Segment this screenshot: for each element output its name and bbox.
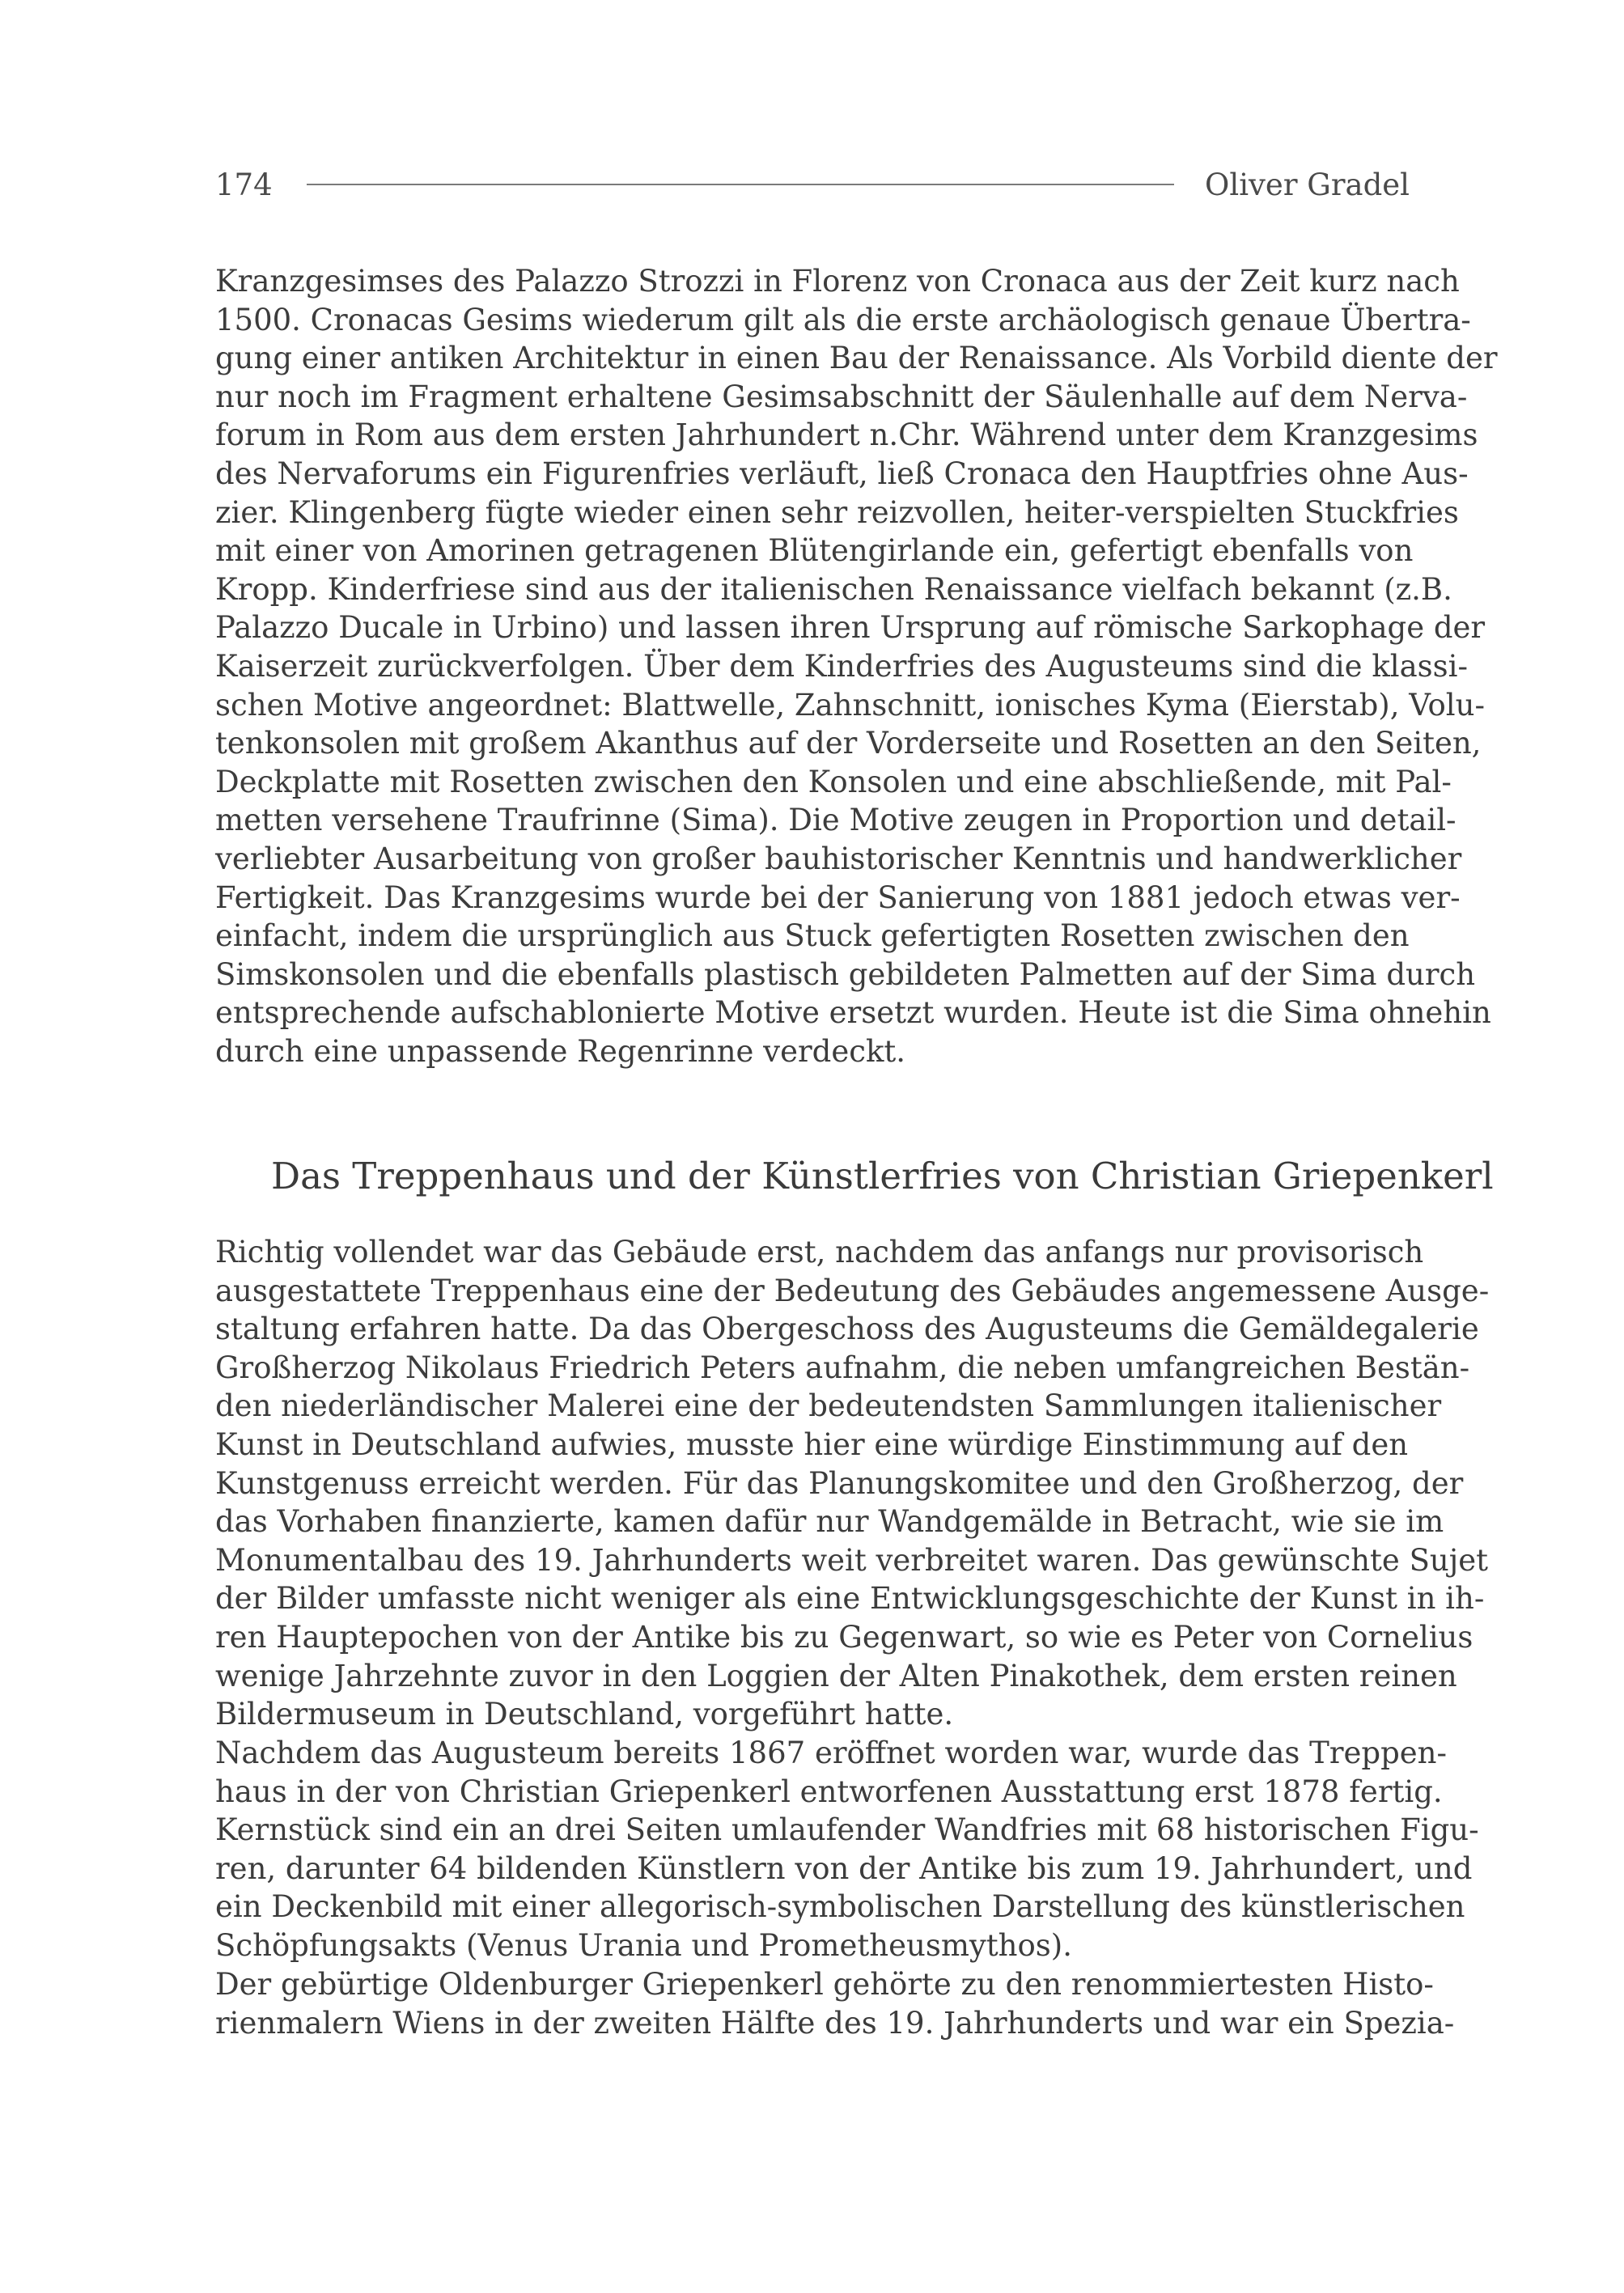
- text-line: Großherzog Nikolaus Friedrich Peters aufnahm, die neben umfangreichen Bestän-: [215, 1350, 1470, 1385]
- text-line: wenige Jahrzehnte zuvor in den Loggien der Alten Pinakothek, dem ersten reinen: [215, 1658, 1457, 1693]
- text-line: verliebter Ausarbeitung von großer bauhistorischer Kenntnis und handwerklicher: [215, 841, 1462, 876]
- text-line: ren, darunter 64 bildenden Künstlern von der Antike bis zum 19. Jahrhundert, und: [215, 1850, 1473, 1886]
- page-number: 174: [215, 167, 273, 202]
- text-line: haus in der von Christian Griepenkerl entworfenen Ausstattung erst 1878 fertig.: [215, 1774, 1443, 1809]
- text-line: zier. Klingenberg fügte wieder einen sehr reizvollen, heiter-verspielten Stuckfries: [215, 494, 1459, 530]
- text-line: den niederländischer Malerei eine der bedeutendsten Sammlungen italienischer: [215, 1388, 1442, 1424]
- text-line: entsprechende aufschablonierte Motive ersetzt wurden. Heute ist die Sima ohnehin: [215, 995, 1491, 1031]
- running-head: [215, 160, 1410, 209]
- text-line: Palazzo Ducale in Urbino) und lassen ihren Ursprung auf römische Sarkophage der: [215, 610, 1486, 646]
- text-line: nur noch im Fragment erhaltene Gesimsabschnitt der Säulenhalle auf dem Nerva-: [215, 379, 1468, 414]
- text-line: forum in Rom aus dem ersten Jahrhundert n.Chr. Während unter dem Kranzgesims: [215, 417, 1478, 453]
- text-line: Monumentalbau des 19. Jahrhunderts weit verbreitet waren. Das gewünschte Sujet: [215, 1542, 1488, 1578]
- text-line: Kunstgenuss erreicht werden. Für das Planungskomitee und den Großherzog, der: [215, 1465, 1464, 1501]
- text-line: rienmalern Wiens in der zweiten Hälfte des 19. Jahrhunderts und war ein Spezia-: [215, 2005, 1455, 2041]
- text-line: Nachdem das Augusteum bereits 1867 eröffnet worden war, wurde das Treppen-: [215, 1736, 1448, 1770]
- section-heading: Das Treppenhaus und der Künstlerfries von Christian Griepenkerl: [271, 1155, 1494, 1197]
- text-line: 1500. Cronacas Gesims wiederum gilt als die erste archäologisch genaue Übertra-: [215, 302, 1471, 337]
- text-line: gung einer antiken Architektur in einen Bau der Renaissance. Als Vorbild diente der: [215, 341, 1498, 376]
- text-line: Deckplatte mit Rosetten zwischen den Konsolen und eine abschließende, mit Pal-: [215, 764, 1452, 799]
- text-line: des Nervaforums ein Figurenfries verläuft, ließ Cronaca den Hauptfries ohne Aus-: [215, 456, 1469, 491]
- text-line: Bildermuseum in Deutschland, vorgeführt hatte.: [215, 1697, 954, 1732]
- header-rule: [307, 184, 1174, 185]
- text-line: durch eine unpassende Regenrinne verdeckt.: [215, 1033, 906, 1069]
- text-line: der Bilder umfasste nicht weniger als eine Entwicklungsgeschichte der Kunst in ih-: [215, 1581, 1485, 1617]
- text-line: tenkonsolen mit großem Akanthus auf der Vorderseite und Rosetten an den Seiten,: [215, 726, 1482, 761]
- text-line: Simskonsolen und die ebenfalls plastisch gebildeten Palmetten auf der Sima durch: [215, 956, 1476, 992]
- paragraph-staircase: [215, 1233, 1490, 1734]
- paragraph-frieze: [215, 1734, 1479, 1965]
- text-line: Schöpfungsakts (Venus Urania und Prometheusmythos).: [215, 1927, 1072, 1963]
- text-line: Richtig vollendet war das Gebäude erst, nachdem das anfangs nur provisorisch: [215, 1235, 1424, 1269]
- running-head-author: Oliver Gradel: [1205, 167, 1410, 202]
- text-line: Kropp. Kinderfriese sind aus der italienischen Renaissance vielfach bekannt (z.B.: [215, 571, 1452, 607]
- text-line: das Vorhaben finanzierte, kamen dafür nur Wandgemälde in Betracht, wie sie im: [215, 1504, 1444, 1540]
- text-line: ausgestattete Treppenhaus eine der Bedeutung des Gebäudes angemessene Ausge-: [215, 1273, 1490, 1308]
- text-line: Kaiserzeit zurückverfolgen. Über dem Kinderfries des Augusteums sind die klassi-: [215, 648, 1468, 684]
- paragraph-cornice-description: [215, 262, 1498, 1070]
- text-line: metten versehene Traufrinne (Sima). Die Motive zeugen in Proportion und detail-: [215, 803, 1457, 838]
- text-line: schen Motive angeordnet: Blattwelle, Zahnschnitt, ionisches Kyma (Eierstab), Volu-: [215, 687, 1485, 723]
- paragraph-griepenkerl: [215, 1965, 1455, 2042]
- text-line: ein Deckenbild mit einer allegorisch-symbolischen Darstellung des künstlerischen: [215, 1889, 1465, 1925]
- text-line: Kernstück sind ein an drei Seiten umlaufender Wandfries mit 68 historischen Figu-: [215, 1812, 1479, 1848]
- text-line: einfacht, indem die ursprünglich aus Stuck gefertigten Rosetten zwischen den: [215, 918, 1410, 954]
- text-line: Der gebürtige Oldenburger Griepenkerl gehörte zu den renommiertesten Histo-: [215, 1967, 1434, 2002]
- text-line: Fertigkeit. Das Kranzgesims wurde bei der Sanierung von 1881 jedoch etwas ver-: [215, 879, 1461, 915]
- text-line: Kranzgesimses des Palazzo Strozzi in Florenz von Cronaca aus der Zeit kurz nach: [215, 264, 1460, 299]
- text-line: mit einer von Amorinen getragenen Blütengirlande ein, gefertigt ebenfalls von: [215, 533, 1414, 569]
- text-line: Kunst in Deutschland aufwies, musste hier eine würdige Einstimmung auf den: [215, 1426, 1409, 1462]
- text-line: ren Hauptepochen von der Antike bis zu Gegenwart, so wie es Peter von Cornelius: [215, 1619, 1473, 1655]
- text-line: staltung erfahren hatte. Da das Obergeschoss des Augusteums die Gemäldegalerie: [215, 1312, 1479, 1347]
